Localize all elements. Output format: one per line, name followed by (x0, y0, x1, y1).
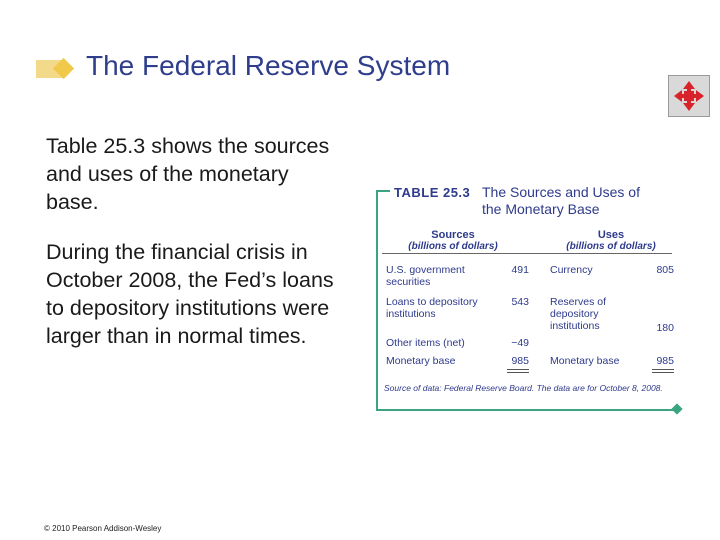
paragraph-financial-crisis: During the financial crisis in October 2008, the Fed’s loans to depository institutions were larger than in normal times. (46, 240, 334, 348)
slide-title: The Federal Reserve System (86, 50, 451, 81)
table-footnote: Source of data: Federal Reserve Board. The data are for October 8, 2008. (384, 383, 663, 393)
header-rule (382, 253, 672, 254)
use-value-currency: 805 (656, 264, 674, 276)
table-number: TABLE 25.3 (394, 185, 471, 200)
source-value-monetary-base: 985 (511, 355, 529, 367)
source-value-securities: 491 (511, 264, 529, 276)
table-panel (376, 184, 682, 414)
source-label-loans: Loans to depository institutions (386, 296, 478, 320)
panel-end-diamond (671, 403, 682, 414)
source-value-other: −49 (511, 337, 529, 349)
uses-subheader: (billions of dollars) (566, 241, 656, 252)
use-value-monetary-base: 985 (656, 355, 674, 367)
source-value-loans: 543 (511, 296, 529, 308)
use-label-reserves: Reserves of depository institutions (550, 296, 607, 332)
use-value-reserves: 180 (656, 322, 674, 334)
title-decoration (36, 58, 78, 80)
panel-left-rule (376, 190, 378, 410)
use-total-double-rule (652, 369, 674, 373)
sources-subheader: (billions of dollars) (408, 241, 498, 252)
use-label-currency: Currency (550, 264, 593, 276)
uses-column-header (556, 230, 666, 252)
source-label-securities: U.S. government securities (386, 264, 465, 288)
copyright-notice: © 2010 Pearson Addison-Wesley (44, 524, 162, 533)
sources-column-header (396, 230, 510, 252)
paragraph-table-intro: Table 25.3 shows the sources and uses of the monetary base. (46, 134, 330, 214)
uses-header: Uses (597, 229, 625, 241)
sources-header: Sources (431, 229, 475, 241)
panel-bottom-rule (376, 409, 678, 411)
source-label-other: Other items (net) (386, 337, 465, 349)
use-label-monetary-base: Monetary base (550, 355, 620, 367)
source-total-double-rule (507, 369, 529, 373)
four-way-arrows-icon[interactable] (668, 75, 710, 117)
source-label-monetary-base: Monetary base (386, 355, 456, 367)
panel-top-rule (376, 190, 390, 192)
table-title: The Sources and Uses of the Monetary Base (482, 184, 640, 217)
